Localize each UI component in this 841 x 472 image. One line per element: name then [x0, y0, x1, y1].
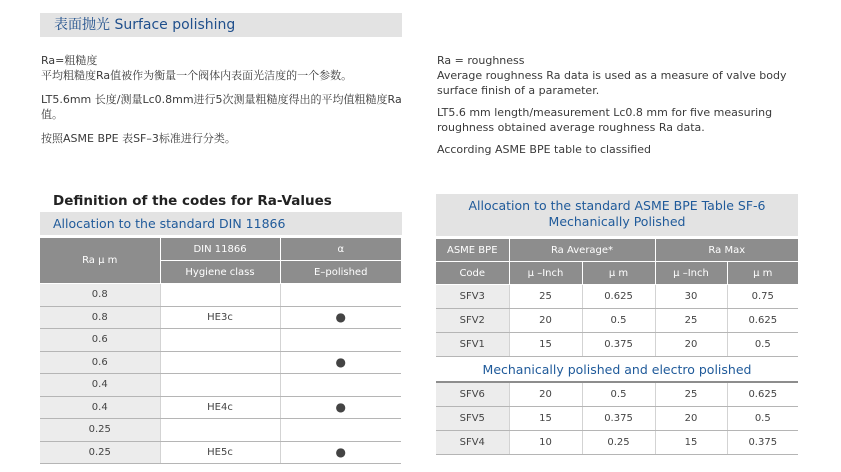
header-asme-bpe: ASME BPE — [436, 239, 509, 262]
ra-value: 0.8 — [40, 284, 160, 307]
max-uinch: 30 — [655, 285, 727, 309]
avg-uinch: 15 — [509, 333, 582, 357]
e-polished-dot — [280, 284, 401, 307]
header-code: Code — [436, 262, 509, 285]
section-title: 表面抛光 Surface polishing — [40, 13, 402, 37]
avg-um: 0.5 — [582, 382, 655, 407]
ra-value: 0.6 — [40, 351, 160, 374]
table-row — [40, 284, 401, 307]
table-row — [40, 419, 401, 442]
max-um: 0.5 — [727, 333, 798, 357]
table-row — [40, 374, 401, 397]
max-um: 0.625 — [727, 309, 798, 333]
ra-average-en: Average roughness Ra data is used as a measure of valve body surface finish of a parameter. — [437, 69, 787, 97]
table-row — [436, 431, 798, 455]
max-um: 0.375 — [727, 431, 798, 455]
hygiene-class — [160, 374, 280, 397]
asme-allocation-heading — [436, 194, 798, 236]
header-e-polished: E–polished — [280, 261, 401, 284]
max-uinch: 25 — [655, 309, 727, 333]
header-ra-average: Ra Average* — [509, 239, 655, 262]
e-polished-dot: ● — [280, 441, 401, 464]
ra-definition-cn: Ra=粗糙度 — [41, 54, 98, 67]
hygiene-class: HE3c — [160, 306, 280, 329]
header-din: DIN 11866 — [160, 238, 280, 261]
avg-uinch: 20 — [509, 382, 582, 407]
electro-polished-subheading-row — [436, 357, 798, 383]
e-polished-dot — [280, 329, 401, 352]
e-polished-dot: ● — [280, 306, 401, 329]
header-hygiene-class: Hygiene class — [160, 261, 280, 284]
avg-um: 0.5 — [582, 309, 655, 333]
code: SFV4 — [436, 431, 509, 455]
header-alpha: α — [280, 238, 401, 261]
avg-um: 0.625 — [582, 285, 655, 309]
avg-uinch: 25 — [509, 285, 582, 309]
english-description — [437, 53, 817, 157]
e-polished-dot: ● — [280, 396, 401, 419]
ra-codes-heading: Definition of the codes for Ra-Values — [53, 193, 332, 209]
table-row — [436, 407, 798, 431]
max-uinch: 15 — [655, 431, 727, 455]
header-max-um: μ m — [727, 262, 798, 285]
ra-classification-cn: 按照ASME BPE 表SF–3标准进行分类。 — [41, 132, 236, 145]
avg-um: 0.25 — [582, 431, 655, 455]
header-ra-um: Ra μ m — [40, 238, 160, 284]
header-ra-max: Ra Max — [655, 239, 798, 262]
code: SFV2 — [436, 309, 509, 333]
electro-polished-subheading: Mechanically polished and electro polished — [436, 357, 798, 383]
hygiene-class — [160, 419, 280, 442]
e-polished-dot — [280, 419, 401, 442]
e-polished-dot: ● — [280, 351, 401, 374]
header-avg-uinch: μ –Inch — [509, 262, 582, 285]
table-row — [40, 306, 401, 329]
avg-uinch: 15 — [509, 407, 582, 431]
header-max-uinch: μ –Inch — [655, 262, 727, 285]
hygiene-class — [160, 351, 280, 374]
ra-value: 0.25 — [40, 419, 160, 442]
avg-uinch: 10 — [509, 431, 582, 455]
avg-um: 0.375 — [582, 407, 655, 431]
max-uinch: 25 — [655, 382, 727, 407]
code: SFV5 — [436, 407, 509, 431]
ra-value: 0.4 — [40, 374, 160, 397]
table-row — [436, 382, 798, 407]
hygiene-class — [160, 284, 280, 307]
ra-value: 0.6 — [40, 329, 160, 352]
avg-uinch: 20 — [509, 309, 582, 333]
max-um: 0.625 — [727, 382, 798, 407]
table-row — [40, 329, 401, 352]
asme-table — [436, 239, 798, 455]
asme-heading-line1: Allocation to the standard ASME BPE Table SF-6 — [468, 198, 766, 213]
ra-measurement-cn: LT5.6mm 长度/测量Lc0.8mm进行5次测量粗糙度得出的平均值粗糙度Ra值。 — [41, 93, 402, 121]
ra-value: 0.8 — [40, 306, 160, 329]
ra-average-cn: 平均粗糙度Ra值被作为衡量一个阀体内表面光洁度的一个参数。 — [41, 69, 353, 82]
chinese-description — [41, 53, 411, 146]
ra-definition-en: Ra = roughness — [437, 54, 525, 67]
code: SFV6 — [436, 382, 509, 407]
table-row — [436, 333, 798, 357]
table-row — [40, 351, 401, 374]
hygiene-class: HE5c — [160, 441, 280, 464]
ra-value: 0.4 — [40, 396, 160, 419]
din-table — [40, 238, 401, 464]
ra-classification-en: According ASME BPE table to classified — [437, 143, 651, 156]
din-allocation-heading: Allocation to the standard DIN 11866 — [40, 212, 402, 235]
ra-value: 0.25 — [40, 441, 160, 464]
asme-heading-line2: Mechanically Polished — [548, 214, 686, 229]
code: SFV1 — [436, 333, 509, 357]
ra-measurement-en: LT5.6 mm length/measurement Lc0.8 mm for five measuring roughness obtained average roughness Ra data. — [437, 106, 773, 134]
table-row — [40, 396, 401, 419]
hygiene-class — [160, 329, 280, 352]
hygiene-class: HE4c — [160, 396, 280, 419]
max-uinch: 20 — [655, 407, 727, 431]
e-polished-dot — [280, 374, 401, 397]
max-um: 0.75 — [727, 285, 798, 309]
header-avg-um: μ m — [582, 262, 655, 285]
max-uinch: 20 — [655, 333, 727, 357]
code: SFV3 — [436, 285, 509, 309]
table-row — [40, 441, 401, 464]
table-row — [436, 285, 798, 309]
avg-um: 0.375 — [582, 333, 655, 357]
max-um: 0.5 — [727, 407, 798, 431]
table-row — [436, 309, 798, 333]
